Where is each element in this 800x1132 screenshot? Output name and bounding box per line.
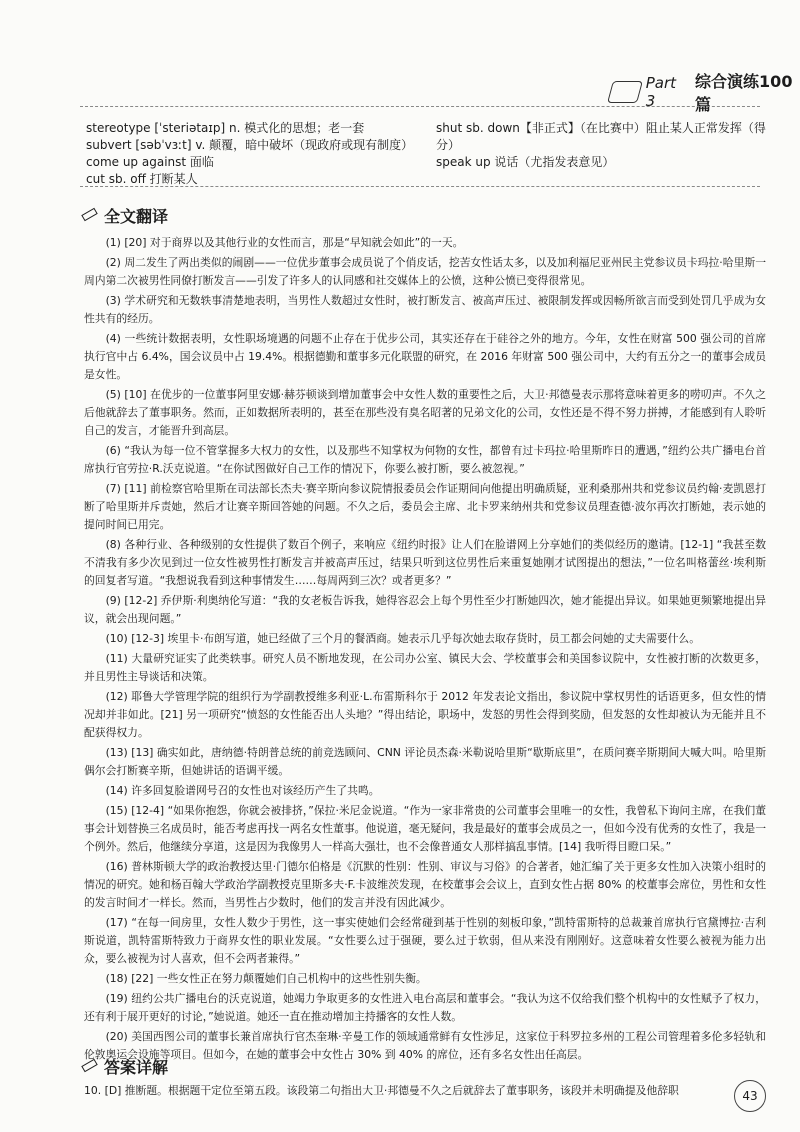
paragraph: (11) 大量研究证实了此类轶事。研究人员不断地发现，在公司办公室、镇民大会、学校董事会和美国参议院中，女性被打断的次数更多，并且男性主导谈话和决策。 xyxy=(84,652,766,683)
paragraph: (5) [10] 在优步的一位董事阿里安娜·赫芬顿谈到增加董事会中女性人数的重要性之后，大卫·邦德曼表示那将意味着更多的唠叨声。不久之后他就辞去了董事职务。然而，正如数据所表明的，甚至在那些没有臭名昭著的兄弟文化的公司，女性还是不得不努力拼搏，才能感到有人聆听自己的发言，才能晋升到高层。 xyxy=(84,388,766,437)
paragraph: (20) 美国西图公司的董事长兼首席执行官杰奎琳·辛曼工作的领域通常鲜有女性涉足，这家位于科罗拉多州的工程公司管理着多伦多轻轨和伦敦奥运会设施等项目。但如今，在她的董事会中女性占 30% 到 40% 的席位，还有多名女性出任高层。 xyxy=(84,1030,766,1061)
vocab-item: come up against 面临 xyxy=(86,155,214,169)
paragraph: (16) 普林斯顿大学的政治教授达里·门德尔伯格是《沉默的性别：性别、审议与习俗》的合著者，她汇编了关于更多女性加入决策小组时的情况的研究。她和杨百翰大学政治学副教授克里斯多夫·F.卡波维茨发现，在校董事会会议上，直到女性占据 80% 的校董事会席位，男性和女性的发言时间才一样长。然而，当男性占少数时，他们的发言并没有因此减少。 xyxy=(84,860,766,909)
paragraph: (15) [12-4] “如果你抱怨，你就会被排挤，”保拉·米尼金说道。“作为一家非常贵的公司董事会里唯一的女性，我曾私下询问主席，在我们董事会计划替换三名成员时，能否考虑再找一两名女性董事。他说道，毫无疑问，我是最好的董事会成员之一，但如今没有优秀的女性了，我是一个例外。然后，他继续分享道，这是因为我像男人一样高大强壮，也不会像普通女人那样搞乱事情。[14] 我听得目瞪口呆。” xyxy=(84,804,766,853)
part-logo-icon xyxy=(607,81,643,103)
answers-heading xyxy=(80,1054,168,1078)
translation-heading xyxy=(80,203,168,227)
paragraph: (3) 学术研究和无数轶事清楚地表明，当男性人数超过女性时，被打断发言、被高声压过、被限制发挥或因畅所欲言而受到处罚几乎成为女性共有的经历。 xyxy=(84,294,766,325)
translation-body xyxy=(84,234,766,1066)
paragraph: (8) 各种行业、各种级别的女性提供了数百个例子，来响应《纽约时报》让人们在脸谱网上分享她们的类似经历的邀请。[12-1] “我甚至数不清我有多少次见到过一位女性被男性打断发言并被高声压过，结果只听到这位男性后来重复她刚才试图提出的想法，”一位名叫格蕾丝·埃利斯的回复者写道。“我想说我看到这种事情发生……每周两到三次？或者更多？” xyxy=(84,538,766,587)
paragraph: (2) 周二发生了两出类似的闹剧——一位优步董事会成员说了个俏皮话，挖苦女性话太多，以及加利福尼亚州民主党参议员卡玛拉·哈里斯一周内第二次被男性同僚打断发言——引发了许多人的认同感和社交媒体上的公愤，这种公愤已变得很常见。 xyxy=(84,256,766,287)
vocab-item: stereotype [ˈsteriətaɪp] n. 模式化的思想；老一套 xyxy=(86,121,365,135)
paragraph: (1) [20] 对于商界以及其他行业的女性而言，那是“早知就会如此”的一天。 xyxy=(105,236,464,249)
paragraph: (12) 耶鲁大学管理学院的组织行为学副教授维多利亚·L.布雷斯科尔于 2012 年发表论文指出，参议院中掌权男性的话语更多，但女性的情况却并非如此。[21] 另一项研究“愤怒的女性能否出人头地？”得出结论，职场中，发怒的男性会得到奖励，但发怒的女性却被认为无能并且不配获得权力。 xyxy=(84,690,766,739)
answers-heading-text: 答案详解 xyxy=(104,1057,169,1077)
page-number: 43 xyxy=(734,1080,766,1112)
vocab-divider xyxy=(80,186,760,187)
paragraph: (7) [11] 前检察官哈里斯在司法部长杰夫·赛辛斯向参议院情报委员会作证期间向他提出明确质疑，亚利桑那州共和党参议员约翰·麦凯恩打断了哈里斯并斥责她，然后才让赛辛斯回答她的问题。不久之后，委员会主席、北卡罗来纳州共和党参议员理查德·波尔再次打断她，表示她的提问时间已用完。 xyxy=(84,482,766,531)
paragraph: (6) “我认为每一位不管掌握多大权力的女性，以及那些不知掌权为何物的女性，都曾有过卡玛拉·哈里斯昨日的遭遇，”纽约公共广播电台首席执行官劳拉·R.沃克说道。“在你试图做好自己工作的情况下，你要么被打断，要么被忽视。” xyxy=(84,444,766,475)
part-title: 综合演练100篇 xyxy=(695,72,793,114)
paragraph: (9) [12-2] 乔伊斯·利奥纳伦写道：“我的女老板告诉我，她得容忍会上每个男性至少打断她四次，她才能提出异议。如果她更频繁地提出异议，就会出现问题。” xyxy=(84,594,766,625)
answer-explanation xyxy=(84,1082,724,1100)
vocab-item: shut sb. down【非正式】（在比赛中）阻止某人正常发挥（得分） xyxy=(436,121,766,152)
paragraph: (4) 一些统计数据表明，女性职场境遇的问题不止存在于优步公司，其实还存在于硅谷之外的地方。今年，女性在财富 500 强公司的首席执行官中占 6.4%，国会议员中占 19.4%。根据德勤和董事多元化联盟的研究，在 2016 年财富 500 强公司中，大约有五分之一的董事会成员是女性。 xyxy=(84,332,766,381)
translation-heading-text: 全文翻译 xyxy=(104,206,169,226)
paragraph: (14) 许多回复脸谱网号召的女性也对该经历产生了共鸣。 xyxy=(105,784,380,797)
header-divider xyxy=(80,106,760,107)
vocab-item: speak up 说话（尤指发表意见） xyxy=(436,155,615,169)
vocab-box xyxy=(86,120,766,188)
part-label: Part 3 xyxy=(645,74,677,110)
answer-text: 10. [D] 推断题。根据题干定位至第五段。该段第二句指出大卫·邦德曼不久之后就辞去了董事职务，该段并未明确提及他辞职 xyxy=(84,1084,679,1097)
paragraph: (10) [12-3] 埃里卡·布朗写道，她已经做了三个月的餐酒商。她表示几乎每次她去取存货时，员工都会问她的丈夫需要什么。 xyxy=(105,632,701,645)
pencil-icon xyxy=(80,1059,98,1073)
pencil-icon xyxy=(80,208,98,222)
vocab-item: cut sb. off 打断某人 xyxy=(86,172,198,186)
vocab-item: subvert [səbˈvɜːt] v. 颠覆，暗中破坏（现政府或现有制度） xyxy=(86,138,414,152)
paragraph: (19) 纽约公共广播电台的沃克说道，她竭力争取更多的女性进入电台高层和董事会。“我认为这不仅给我们整个机构中的女性赋予了权力，还有利于展开更好的讨论，”她说道。她还一直在推动增加主持播客的女性人数。 xyxy=(84,992,766,1023)
paragraph: (17) “在每一间房里，女性人数少于男性，这一事实使她们会经常碰到基于性别的刻板印象，”凯特雷斯特的总裁兼首席执行官黛博拉·吉利斯说道，凯特雷斯特致力于商界女性的职业发展。“女性要么过于强硬，要么过于软弱，但从来没有刚刚好。这意味着女性要么被视为能力出众，要么被视为讨人喜欢，但不会两者兼得。” xyxy=(84,916,766,965)
page-header xyxy=(610,72,800,114)
vocab-left-column xyxy=(86,120,416,188)
paragraph: (13) [13] 确实如此，唐纳德·特朗普总统的前竞选顾问、CNN 评论员杰森·米勒说哈里斯“歇斯底里”，在质问赛辛斯期间大喊大叫。哈里斯偶尔会打断赛辛斯，但她讲话的语调平缓。 xyxy=(84,746,766,777)
paragraph: (18) [22] 一些女性正在努力颠覆她们自己机构中的这些性别失衡。 xyxy=(105,972,427,985)
vocab-right-column xyxy=(436,120,766,188)
